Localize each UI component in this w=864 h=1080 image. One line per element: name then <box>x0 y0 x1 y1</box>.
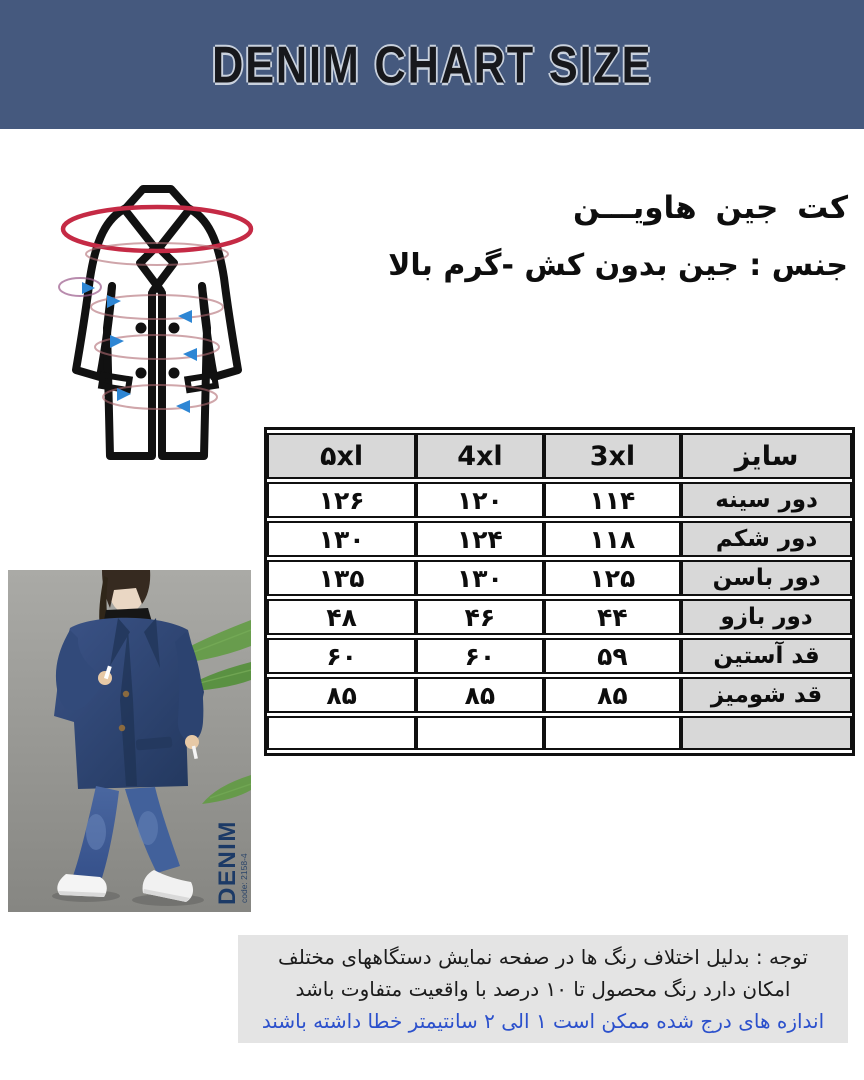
cell-value <box>544 716 681 750</box>
coat-measurement-diagram <box>30 176 296 466</box>
header-cell-size: سایز <box>681 433 852 479</box>
table-row-chest <box>267 482 852 518</box>
size-table <box>267 430 852 753</box>
coat-diagram-icon <box>30 176 296 466</box>
cell-value: ۱۲۵ <box>544 560 681 596</box>
header-band <box>0 0 864 129</box>
model-photo <box>8 570 251 912</box>
row-label: دور باسن <box>681 560 852 596</box>
cell-value: ۸۵ <box>416 677 544 713</box>
cell-value: ۸۵ <box>544 677 681 713</box>
table-row-hip <box>267 560 852 596</box>
cell-value: ۴۶ <box>416 599 544 635</box>
table-row-empty <box>267 716 852 750</box>
cell-value: ۱۲۶ <box>267 482 416 518</box>
page-title: DENIM CHART SIZE <box>211 35 653 94</box>
row-label: دور بازو <box>681 599 852 635</box>
product-material: جنس : جین بدون کش -گرم بالا <box>388 248 848 283</box>
header-cell-5xl: ۵xl <box>267 433 416 479</box>
cell-value: ۱۳۰ <box>416 560 544 596</box>
note-line-1: توجه : بدلیل اختلاف رنگ ها در صفحه نمایش دستگاههای مختلف <box>278 945 808 969</box>
table-row-belly <box>267 521 852 557</box>
header-cell-3xl: 3xl <box>544 433 681 479</box>
cell-value: ۱۲۴ <box>416 521 544 557</box>
product-title: کت جین هاویـــن <box>572 190 848 226</box>
cell-value: ۶۰ <box>416 638 544 674</box>
cell-value: ۱۱۸ <box>544 521 681 557</box>
cell-value: ۱۳۰ <box>267 521 416 557</box>
cell-value: ۸۵ <box>267 677 416 713</box>
cell-value: ۴۴ <box>544 599 681 635</box>
note-line-2: امکان دارد رنگ محصول تا ۱۰ درصد با واقعیت متفاوت باشد <box>295 977 791 1001</box>
table-row-sleeve <box>267 638 852 674</box>
row-label: قد شومیز <box>681 677 852 713</box>
row-label <box>681 716 852 750</box>
table-row-arm <box>267 599 852 635</box>
cell-value: ۱۳۵ <box>267 560 416 596</box>
brand-text: DENIM <box>214 820 241 905</box>
brand-code-text: code: 2158-4 <box>239 853 249 903</box>
size-table-container <box>264 427 855 756</box>
header-cell-4xl: 4xl <box>416 433 544 479</box>
table-row-shirt-length <box>267 677 852 713</box>
color-disclaimer-note <box>238 935 848 1043</box>
cell-value: ۴۸ <box>267 599 416 635</box>
model-photo-illustration <box>8 570 251 912</box>
cell-value <box>416 716 544 750</box>
row-label: دور سینه <box>681 482 852 518</box>
cell-value <box>267 716 416 750</box>
product-info <box>388 190 848 283</box>
size-table-header-row <box>267 433 852 479</box>
coat-buttons <box>136 323 180 379</box>
row-label: دور شکم <box>681 521 852 557</box>
cell-value: ۵۹ <box>544 638 681 674</box>
row-label: قد آستین <box>681 638 852 674</box>
note-line-3: اندازه های درج شده ممکن است ۱ الی ۲ سانتیمتر خطا داشته باشند <box>261 1009 825 1033</box>
cell-value: ۱۲۰ <box>416 482 544 518</box>
cell-value: ۱۱۴ <box>544 482 681 518</box>
cell-value: ۶۰ <box>267 638 416 674</box>
